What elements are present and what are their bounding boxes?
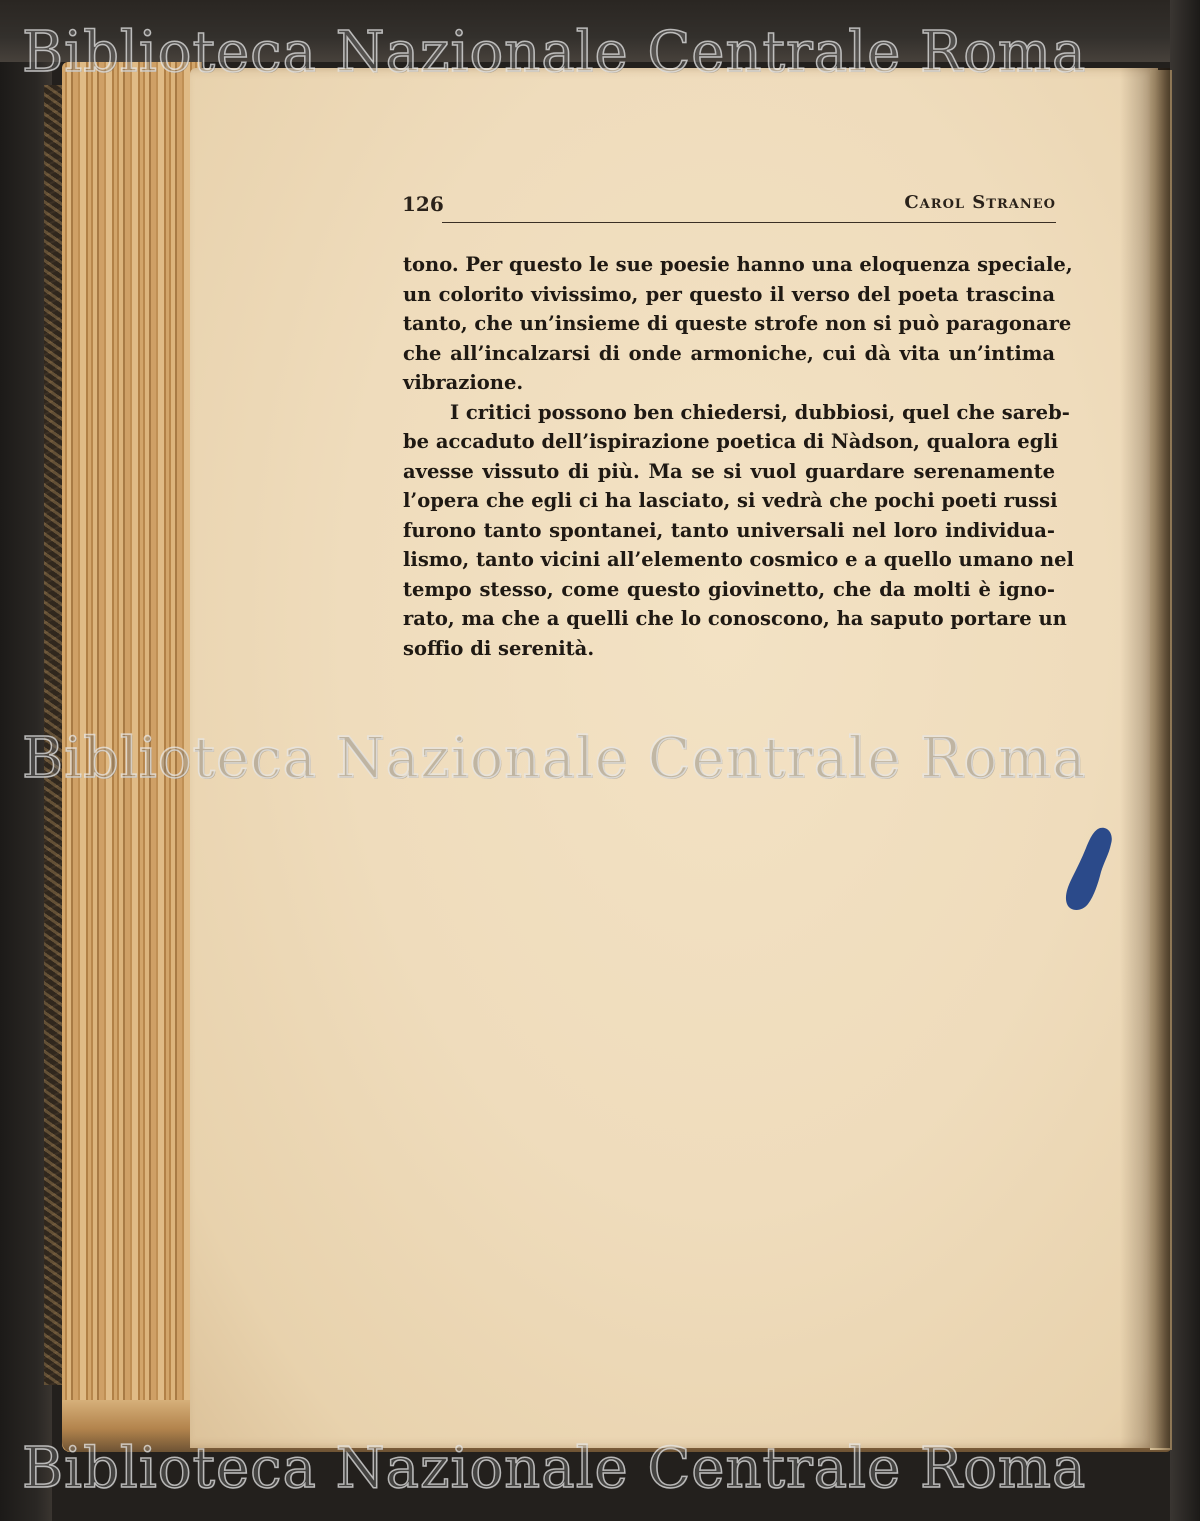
ink-stain-shape: [1066, 828, 1112, 910]
ink-stain: [1064, 826, 1114, 912]
text-line: be accaduto dell’ispirazione poetica di Nàdson, qualora egli: [403, 430, 1059, 453]
running-head-author: Carol Straneo: [904, 192, 1056, 213]
text-line: I critici possono ben chiedersi, dubbiosi, quel che sareb-: [450, 400, 1070, 424]
page-number: 126: [402, 192, 444, 216]
text-line: soffio di serenità.: [403, 636, 595, 660]
text-line: lismo, tanto vicini all’elemento cosmico e a quello umano nel: [403, 548, 1074, 571]
text-line: che all’incalzarsi di onde armoniche, cui dà vita un’intima: [403, 341, 1055, 365]
running-head: [402, 192, 1056, 220]
text-line: tanto, che un’insieme di queste strofe non si può paragonare: [403, 312, 1072, 335]
text-line: un colorito vivissimo, per questo il verso del poeta trascina: [403, 282, 1055, 306]
watermark-bottom: Biblioteca Nazionale Centrale Roma: [22, 1436, 1087, 1501]
paragraph: [403, 398, 1074, 664]
watermark-top: Biblioteca Nazionale Centrale Roma: [22, 20, 1087, 85]
text-line: tono. Per questo le sue poesie hanno una eloquenza speciale,: [403, 253, 1073, 276]
text-line: vibrazione.: [403, 371, 524, 394]
text-line: tempo stesso, come questo giovinetto, che da molti è igno-: [403, 577, 1055, 601]
text-line: l’opera che egli ci ha lasciato, si vedrà che pochi poeti russi: [403, 489, 1058, 512]
text-line: avesse vissuto di più. Ma se si vuol guardare serenamente: [403, 459, 1055, 483]
paragraph: [403, 250, 1073, 398]
watermark-middle: Biblioteca Nazionale Centrale Roma: [22, 726, 1087, 791]
running-head-rule: [442, 222, 1056, 223]
body-text: [403, 250, 1074, 663]
text-line: furono tanto spontanei, tanto universali nel loro individua-: [403, 518, 1055, 542]
text-line: rato, ma che a quelli che lo conoscono, ha saputo portare un: [403, 607, 1067, 630]
